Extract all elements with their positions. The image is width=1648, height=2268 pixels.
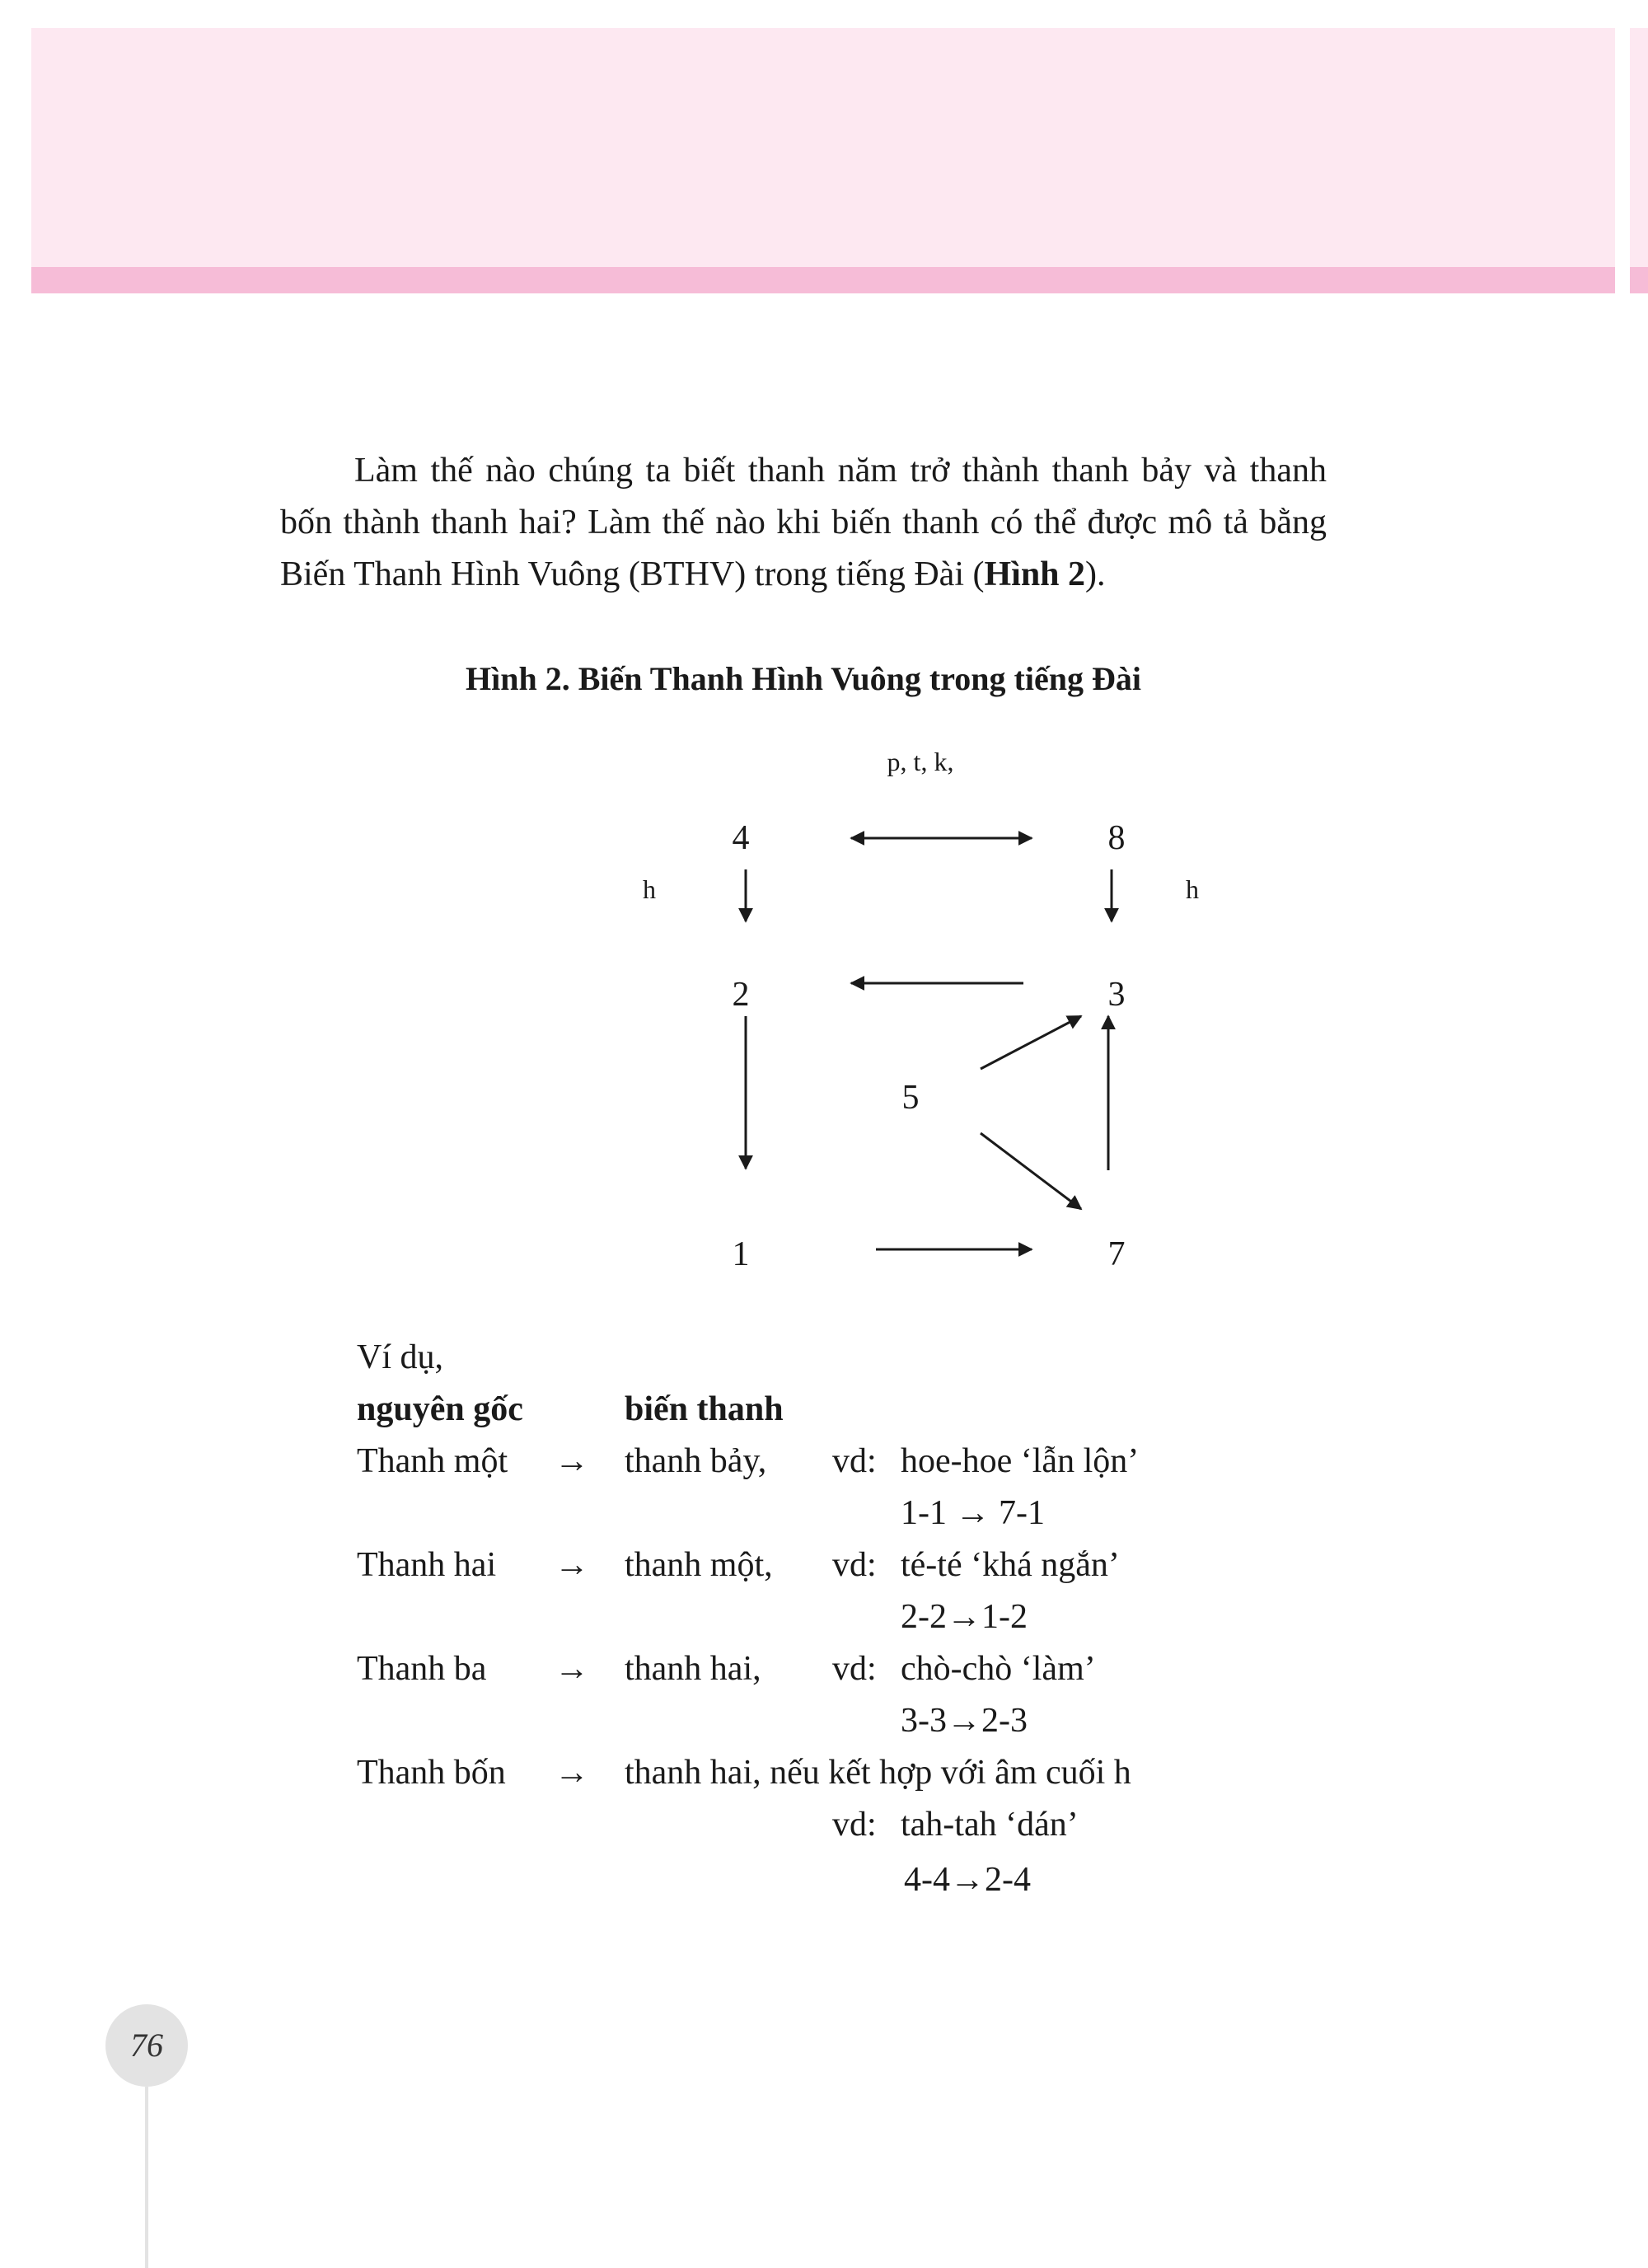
- node-8: 8: [1107, 819, 1126, 857]
- pattern-to: 2-4: [985, 1861, 1031, 1899]
- node-3: 3: [1107, 976, 1126, 1014]
- figure-caption: Hình 2. Biến Thanh Hình Vuông trong tiếng Đài: [466, 660, 1141, 697]
- pattern-arrow-icon: →: [947, 1598, 981, 1636]
- header-edge-strip: [1630, 267, 1648, 293]
- row-pattern: [901, 1700, 1028, 1741]
- examples-intro: Ví dụ,: [357, 1338, 443, 1376]
- pattern-from: 2-2: [901, 1598, 947, 1636]
- label-h-right: h: [1186, 874, 1199, 904]
- pattern-to: 1-2: [981, 1598, 1028, 1636]
- pattern-to: 7-1: [999, 1494, 1045, 1532]
- row-origin: Thanh bốn: [357, 1754, 506, 1792]
- intro-figure-ref: Hình 2: [984, 555, 1086, 593]
- row-arrow-icon: →: [555, 1650, 589, 1688]
- pattern-from: 3-3: [901, 1702, 947, 1740]
- intro-paragraph: [280, 445, 1327, 601]
- header-origin: nguyên gốc: [357, 1390, 523, 1428]
- row-pattern: [904, 1859, 1031, 1900]
- node-5: 5: [901, 1079, 920, 1117]
- label-h-left: h: [643, 874, 656, 904]
- pattern-from: 4-4: [904, 1861, 950, 1899]
- row-pattern: [901, 1492, 1045, 1534]
- pattern-arrow-icon: →: [947, 1702, 981, 1740]
- row-origin: Thanh một: [357, 1442, 508, 1480]
- header-strip: [31, 267, 1615, 293]
- node-4: 4: [732, 819, 750, 857]
- row-word: hoe-hoe ‘lẫn lộn’: [901, 1442, 1140, 1480]
- intro-text-after: ).: [1085, 555, 1106, 593]
- pattern-from: 1-1: [901, 1494, 947, 1532]
- node-1: 1: [732, 1235, 750, 1273]
- page-margin-line: [145, 2087, 148, 2268]
- header-change: biến thanh: [625, 1390, 784, 1428]
- row-origin: Thanh ba: [357, 1650, 487, 1688]
- page-number: 76: [130, 2027, 163, 2064]
- arrow-5-3: [981, 1016, 1081, 1069]
- row-vd: vd:: [832, 1650, 877, 1688]
- row-change: thanh bảy,: [625, 1442, 767, 1480]
- arrow-5-7: [981, 1133, 1081, 1209]
- row-change: thanh hai,: [625, 1650, 761, 1688]
- row-word: tah-tah ‘dán’: [901, 1806, 1079, 1844]
- row-change: thanh hai, nếu kết hợp với âm cuối h: [625, 1754, 1131, 1792]
- row-word: chò-chò ‘làm’: [901, 1650, 1096, 1688]
- row-pattern: [901, 1596, 1028, 1638]
- row-origin: Thanh hai: [357, 1546, 497, 1584]
- row-vd: vd:: [832, 1806, 877, 1844]
- header-band: [31, 28, 1615, 267]
- node-7: 7: [1107, 1235, 1126, 1273]
- pattern-arrow-icon: →: [950, 1861, 985, 1899]
- row-vd: vd:: [832, 1546, 877, 1584]
- row-arrow-icon: →: [555, 1754, 589, 1792]
- header-edge: [1630, 28, 1648, 293]
- label-ptk: p, t, k,: [887, 747, 954, 776]
- node-2: 2: [732, 976, 750, 1014]
- row-word: té-té ‘khá ngắn’: [901, 1546, 1120, 1584]
- row-vd: vd:: [832, 1442, 877, 1480]
- row-arrow-icon: →: [555, 1442, 589, 1480]
- intro-text-before: Làm thế nào chúng ta biết thanh năm trở thành thanh bảy và thanh bốn thành thanh hai? Làm thế nào khi biến thanh có thể được mô tả bằng Biến Thanh Hình Vuông (BTHV) trong tiếng Đài (: [280, 452, 1327, 593]
- pattern-arrow-icon: →: [955, 1494, 990, 1532]
- pattern-to: 2-3: [981, 1702, 1028, 1740]
- row-arrow-icon: →: [555, 1546, 589, 1584]
- row-change: thanh một,: [625, 1546, 773, 1584]
